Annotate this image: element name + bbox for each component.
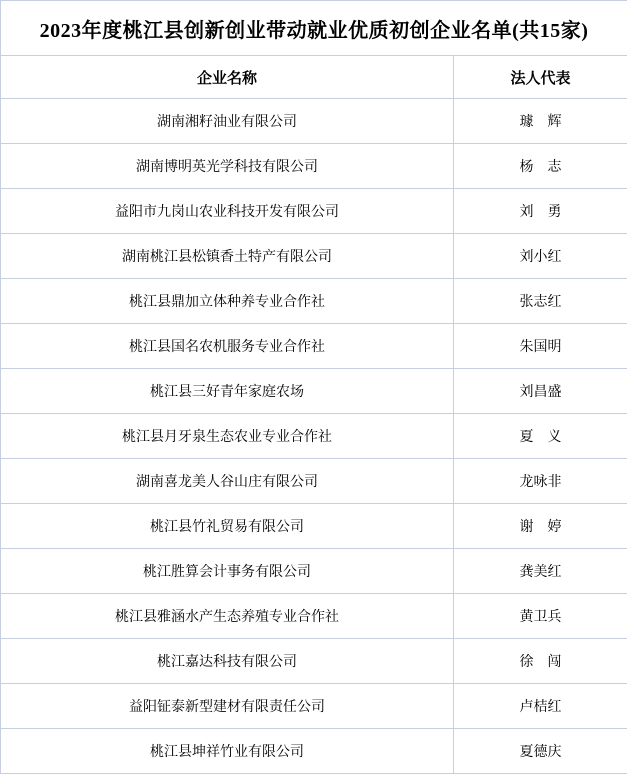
representative-cell: 龙咏非: [454, 459, 627, 504]
table-body: [1, 99, 627, 774]
company-name-cell: 湖南喜龙美人谷山庄有限公司: [1, 459, 454, 504]
company-name-cell: 桃江县竹礼贸易有限公司: [1, 504, 454, 549]
company-name-cell: 桃江县雅涵水产生态养殖专业合作社: [1, 594, 454, 639]
page-title: 2023年度桃江县创新创业带动就业优质初创企业名单(共15家): [1, 1, 627, 56]
representative-cell: 夏 义: [454, 414, 627, 459]
company-name-cell: 桃江胜算会计事务有限公司: [1, 549, 454, 594]
table-row: [1, 684, 627, 729]
company-name-cell: 桃江县坤祥竹业有限公司: [1, 729, 454, 774]
table-row: [1, 504, 627, 549]
representative-cell: 刘小红: [454, 234, 627, 279]
table-row: [1, 234, 627, 279]
representative-cell: 谢 婷: [454, 504, 627, 549]
header-row: [1, 56, 627, 99]
column-header-representative: 法人代表: [454, 56, 627, 99]
table-row: [1, 369, 627, 414]
table-row: [1, 459, 627, 504]
representative-cell: 卢桔红: [454, 684, 627, 729]
table-row: [1, 189, 627, 234]
table-row: [1, 729, 627, 774]
company-name-cell: 桃江县国名农机服务专业合作社: [1, 324, 454, 369]
table-row: [1, 594, 627, 639]
representative-cell: 夏德庆: [454, 729, 627, 774]
representative-cell: 徐 闯: [454, 639, 627, 684]
table-row: [1, 324, 627, 369]
representative-cell: 刘昌盛: [454, 369, 627, 414]
table-row: [1, 639, 627, 684]
representative-cell: 刘 勇: [454, 189, 627, 234]
representative-cell: 朱国明: [454, 324, 627, 369]
title-row: [1, 1, 627, 56]
company-name-cell: 桃江嘉达科技有限公司: [1, 639, 454, 684]
company-name-cell: 益阳钲泰新型建材有限责任公司: [1, 684, 454, 729]
column-header-company: 企业名称: [1, 56, 454, 99]
company-name-cell: 湖南桃江县松镇香土特产有限公司: [1, 234, 454, 279]
table-row: [1, 549, 627, 594]
representative-cell: 璩 辉: [454, 99, 627, 144]
table-row: [1, 279, 627, 324]
company-name-cell: 桃江县鼎加立体种养专业合作社: [1, 279, 454, 324]
company-name-cell: 桃江县三好青年家庭农场: [1, 369, 454, 414]
company-name-cell: 湖南湘籽油业有限公司: [1, 99, 454, 144]
representative-cell: 杨 志: [454, 144, 627, 189]
company-name-cell: 益阳市九岗山农业科技开发有限公司: [1, 189, 454, 234]
table-row: [1, 144, 627, 189]
table-row: [1, 414, 627, 459]
representative-cell: 龚美红: [454, 549, 627, 594]
representative-cell: 黄卫兵: [454, 594, 627, 639]
company-name-cell: 湖南博明英光学科技有限公司: [1, 144, 454, 189]
representative-cell: 张志红: [454, 279, 627, 324]
table-row: [1, 99, 627, 144]
company-name-cell: 桃江县月牙泉生态农业专业合作社: [1, 414, 454, 459]
